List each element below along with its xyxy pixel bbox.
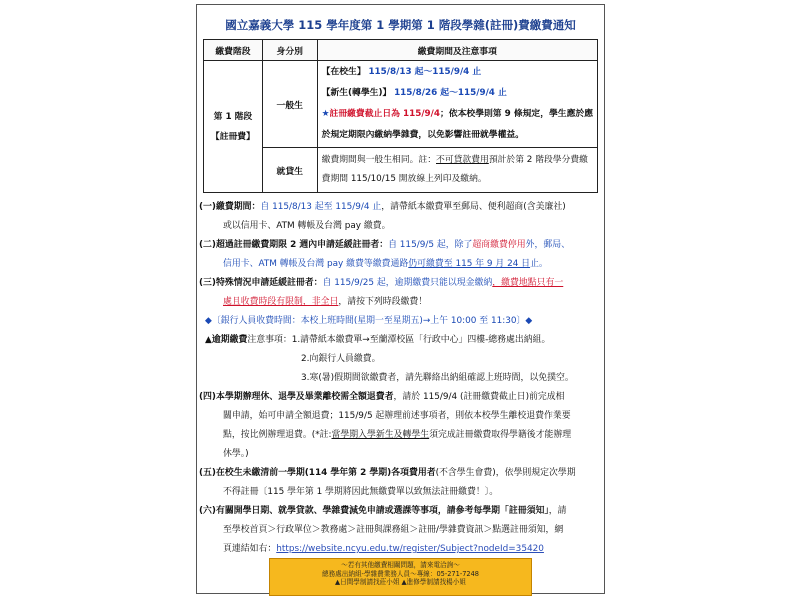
item-3-head: (三)特殊情況申請延緩註冊者： [199,278,323,288]
item-5-line-1 [199,465,576,478]
item-6-line-2: 至學校首頁＞行政單位＞教務處＞註冊與課務組＞註冊/學雜費資訊＞點選註冊須知，網 [223,525,564,535]
table-row-general [204,61,598,148]
item-1-period: 自 115/8/13 起至 115/9/4 止 [260,202,382,212]
general-student-details [317,61,597,148]
item-2-end: 止。 [530,259,548,269]
item-2-line-2 [223,256,548,269]
item-1-line-1 [199,199,566,212]
deadline-rule-cont: 於規定期限內繳納學雜費，以免影響註冊就學權益。 [321,130,524,140]
item-4-rest: ，請於 115/9/4 (註冊繳費截止日)前完成相 [393,392,565,402]
item-2-red: 超商繳費停用 [472,240,526,250]
item-2-channels: 信用卡、ATM 轉帳及台灣 pay 繳費等繳費通路 [223,259,409,269]
new-student-label: 【新生(轉學生)】 [321,88,392,98]
contact-note-line-1: ～若有其他繳費相關問題，請來電洽詢～ [341,561,460,569]
general-student-label: 一般生 [262,61,317,148]
contact-note-line-3: ▲日間學制請找莊小姐 ▲進修學制請找楊小姐 [335,578,466,586]
notice-frame [196,4,605,594]
item-4-line-3 [223,427,571,440]
bank-hours-line: ◆〔銀行人員收費時間：本校上班時間(星期一至星期五)→上午 10:00 至 11:30〕◆ [205,316,533,326]
item-6-line-3 [223,541,544,554]
stage-sub-label: 【註冊費】 [210,131,255,142]
item-2-blue: 自 115/9/5 起，除了 [388,240,473,250]
loan-note-underline: 不可貸款費用 [436,155,489,165]
in-school-dates: 115/8/13 起～115/9/4 止 [368,67,482,77]
stage-cell [204,61,263,193]
item-2-line-1 [199,237,570,250]
contact-note-box [269,558,532,596]
item-5-line-2: 不得註冊〔115 學年第 1 學期將因此無繳費單以致無法註冊繳費！〕。 [223,487,499,497]
table-row-loan [204,148,598,193]
star-icon: ★ [321,109,330,119]
item-4-line-2: 關申請，始可申請全額退費；115/9/5 起辦理前述事項者，則依本校學生離校退費作業要 [223,411,571,421]
overdue-step-3: 3.寒(暑)假期間欲繳費者，請先聯絡出納組確認上班時間，以免撲空。 [301,373,574,383]
item-4-note-b: 須完成註冊繳費取得學籍後才能辦理 [429,430,572,440]
item-3-rest: ，請按下列時段繳費！ [338,297,428,307]
item-6-head: (六)有關開學日期、就學貸款、學雜費減免申請或選課等事項，請參考每學期「註冊須知」 [199,506,549,516]
in-school-label: 【在校生】 [321,67,366,77]
item-1-rest: ，請帶紙本繳費單至郵局、便利超商(含美廉社) [381,202,566,212]
loan-note-b: 預計於第 2 階段學分費繳 [488,155,588,165]
item-3-red: ，繳費地點只有一 [492,278,564,288]
new-student-dates: 115/8/26 起～115/9/4 止 [394,88,507,98]
contact-note-line-2: 總務處出納組-學雜費業務人員～專線：05-271-7248 [322,569,479,578]
item-1-head: (一)繳費期間： [199,202,261,212]
item-4-line-4: 休學。) [223,449,249,459]
item-3-blue: 自 115/9/25 起，逾期繳費只能以現金繳納 [322,278,493,288]
loan-note-line2: 費期間 115/10/15 開放線上列印及繳納。 [321,174,487,184]
item-6-link-prefix: 頁連結如右： [223,544,277,554]
item-3-line-1 [199,275,563,288]
item-4-note-u: 當學期入學新生及轉學生 [331,430,430,440]
overdue-step-2: 2.向銀行人員繳費。 [301,354,381,364]
header-identity: 身分別 [262,40,317,61]
item-4-line-1 [199,389,565,402]
item-4-note-a: 點，按比例辦理退費。(*註: [223,430,332,440]
item-6-rest: ，請 [548,506,567,516]
loan-student-label: 就貸生 [262,148,317,193]
page-title: 國立嘉義大學 115 學年度第 1 學期第 1 階段學雜(註冊)費繳費通知 [225,18,576,32]
deadline-notice: 註冊繳費截止日為 115/9/4 [329,109,440,119]
item-1-line-2: 或以信用卡、ATM 轉帳及台灣 pay 繳費。 [223,221,391,231]
item-2-deadline: 仍可繳費至 115 年 9 月 24 日 [408,259,531,269]
header-stage: 繳費階段 [204,40,263,61]
register-info-link[interactable]: https://website.ncyu.edu.tw/register/Subject?nodeId=35420 [276,544,544,554]
overdue-step-1: 注意事項：1.請帶紙本繳費單→至蘭潭校區「行政中心」四樓-總務處出納組。 [247,335,551,345]
header-period: 繳費期間及注意事項 [317,40,597,61]
item-4-head: (四)本學期辦理休、退學及畢業離校需全額退費者 [199,392,394,402]
loan-note-a: 繳費期間與一般生相同。註： [321,155,437,165]
item-5-head: (五)在校生未繳清前一學期(114 學年第 2 學期)各項費用者 [199,468,436,478]
deadline-rule: ；依本校學則第 9 條規定，學生應於應 [440,109,593,119]
fee-table [203,39,598,193]
item-3-red-2: 處且收費時段有限制，非全日 [223,297,339,307]
overdue-head: ▲逾期繳費 [205,335,248,345]
table-header-row [204,40,598,61]
overdue-line-1 [205,332,550,345]
stage-label: 第 1 階段 [213,111,253,122]
item-6-line-1 [199,503,567,516]
item-2-blue-2: 外，郵局、 [525,240,570,250]
item-5-rest: (不含學生會費)，依學則規定次學期 [435,468,576,478]
item-3-line-2 [223,294,427,307]
item-2-head: (二)超過註冊繳費期限 2 週內申請延緩註冊者： [199,240,389,250]
loan-student-details [317,148,597,193]
